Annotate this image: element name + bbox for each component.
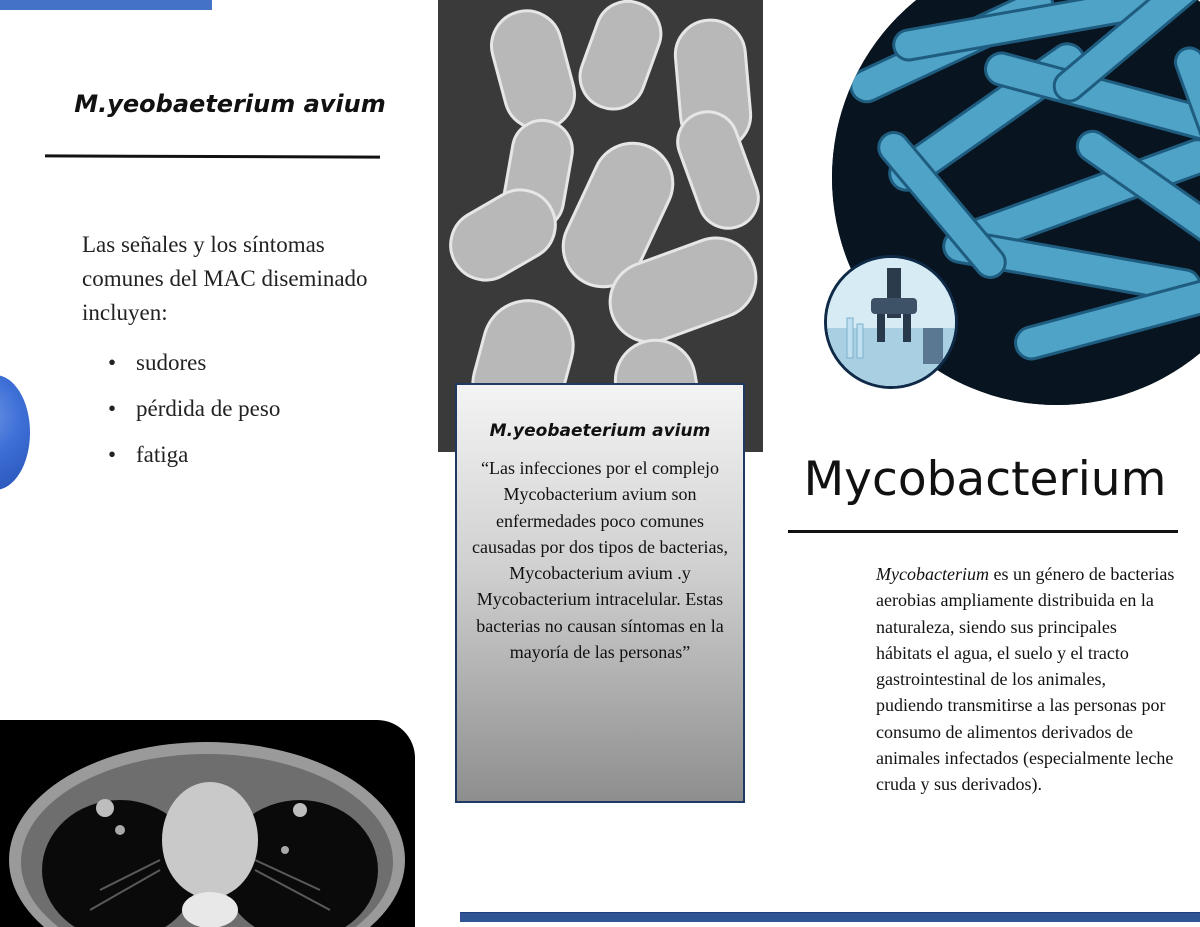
description-genus: Mycobacterium [876, 564, 989, 584]
description-text: es un género de bacterias aerobias ampliamente distribuida en la naturaleza, siendo sus principales hábitats el agua, el suelo y el tracto gastrointestinal de los animales, pudiendo transmitirse a las personas por consumo de alimentos derivados de animales infectados (especialmente leche cruda y sus derivados). [876, 564, 1175, 795]
symptoms-intro: Las señales y los síntomas comunes del MAC diseminado incluyen: [82, 232, 368, 325]
chest-ct-scan-image [0, 720, 415, 927]
left-panel-title: M.yeobaeterium avium [74, 90, 386, 118]
side-decorative-shape [0, 375, 30, 490]
left-title-underline [45, 154, 380, 158]
quote-box-title: M.yeobaeterium avium [489, 421, 711, 441]
top-accent-bar [0, 0, 212, 10]
main-title-underline [788, 530, 1178, 533]
bottom-accent-bar [460, 912, 1200, 922]
symptoms-list [108, 340, 280, 478]
quote-text: “Las infecciones por el complejo Mycobacterium avium son enfermedades poco comunes causadas por dos tipos de bacterias, Mycobacterium avium .y Mycobacterium intracelular. Estas bacterias no causan síntomas en la mayoría de las personas” [472, 458, 728, 663]
symptom-item: • pérdida de peso [108, 386, 280, 432]
lab-equipment-image [824, 255, 958, 389]
symptom-item: • sudores [108, 340, 280, 386]
symptom-item: • fatiga [108, 432, 280, 478]
brochure-main-title: Mycobacterium [803, 452, 1167, 507]
mycobacterium-description [876, 561, 1176, 798]
quote-box [455, 383, 745, 803]
